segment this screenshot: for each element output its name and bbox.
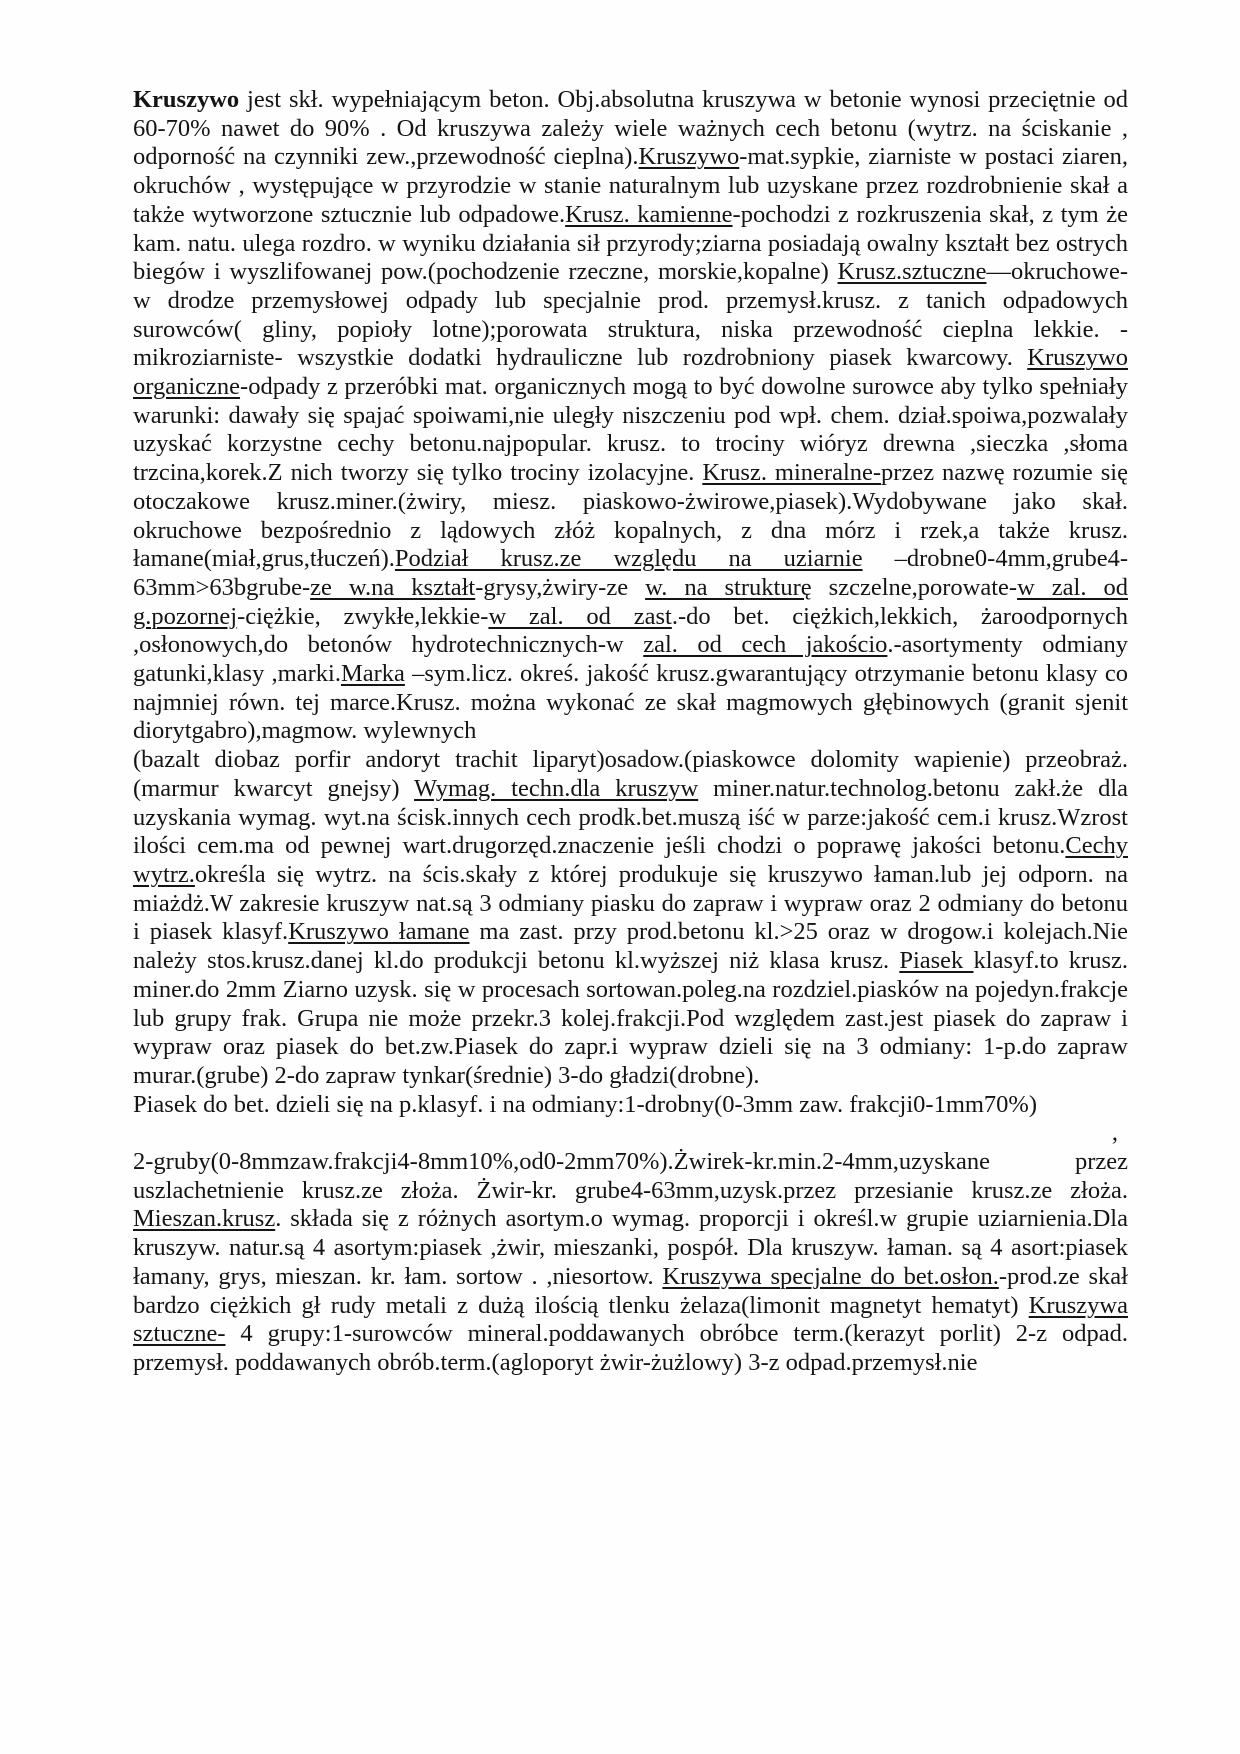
text-run: przez nazwę rozumie się otoczakowe krusz.miner.(żwiry, miesz. piaskowo-żwirowe,piasek).Wydobywane jako skał. okruchowe bezpośrednio z lądowych złóż kopalnych, z dna mórz i rzek,a także krusz. łamane(miał,grus,tłuczeń). (133, 459, 1128, 573)
text-run: (bazalt diobaz porfir andoryt trachit liparyt)osadow.(piaskowce dolomity wapienie) przeobraż. (marmur kwarcyt gnejsy) (133, 746, 1128, 802)
text-run: Piasek do bet. dzieli się na p.klasyf. i na odmiany:1-drobny(0-3mm zaw. frakcji0-1mm70%) (133, 1090, 1037, 1118)
underlined-text-run: zal. od cech jakościo (643, 631, 888, 659)
underlined-text-run: ze w.na kształt (310, 573, 476, 601)
text-run: klasyf.to krusz. miner.do 2mm Ziarno uzysk. się w procesach sortowan.poleg.na rozdziel.piasków na pojedyn.frakcje lub grupy frak. Grupa nie może przekr.3 kolej.frakcji.Pod względem zast.jest piasek do zapraw i wypraw oraz piasek do bet.zw.Piasek do zapr.i wypraw dzieli się na 3 odmiany: 1-p.do zapraw murar.(grube) 2-do zapraw tynkar(średnie) 3-do gładzi(drobne). (133, 947, 1128, 1089)
underlined-text-run: Wymag. techn.dla kruszyw (414, 774, 699, 802)
underlined-text-run: Kruszywo organiczne (133, 344, 1128, 401)
text-run: -prod.ze skał bardzo ciężkich gł rudy metali z dużą ilością tlenku żelaza(limonit magnetyt hematyt) (133, 1262, 1128, 1319)
underlined-text-run: w zal. od zast (488, 602, 672, 630)
underlined-text-run: Kruszywa specjalne do bet.osłon. (662, 1262, 999, 1290)
text-run: .-asortymenty odmiany gatunki,klasy ,marki. (133, 631, 1129, 688)
text-run: -odpady z przeróbki mat. organicznych mogą to być dowolne surowce aby tylko spełniały warunki: dawały się spajać spoiwami,nie uległy niszczeniu pod wpł. chem. dział.spoiwa,pozwalały uzyskać korzystne cechy betonu.najpopular. krusz. to trociny wióryz drewna ,sieczka ,słoma trzcina,korek.Z nich tworzy się tylko trociny izolacyjne. (133, 373, 1128, 487)
underlined-text-run: Cechy wytrz. (133, 832, 1128, 888)
paragraph-piasek-do-betonu (133, 1091, 1128, 1120)
text-run: -pochodzi z rozkruszenia skał, z tym że kam. natu. ulega rozdro. w wyniku działania sił przyrody;ziarna posiadają owalny kształt bez ostrych biegów i wyszlifowanej pow.(pochodzenie rzeczne, morskie,kopalne) (133, 200, 1128, 286)
text-run: .-do bet. ciężkich,lekkich, żaroodpornych ,osłonowych,do betonów hydrotechnicznych-w (133, 602, 1128, 659)
underlined-text-run: Kruszywa sztuczne- (133, 1291, 1128, 1348)
underlined-text-run: Piasek (899, 947, 974, 975)
text-run: szczelne,porowate- (811, 573, 1018, 601)
underlined-text-run: Podział krusz.ze względu na uziarnie (394, 545, 863, 573)
text-run: -ciężkie, zwykłe,lekkie- (237, 602, 489, 630)
text-run: . składa się z różnych asortym.o wymag. proporcji i określ.w grupie uziarnienia.Dla kruszyw. natur.są 4 asortym:piasek ,żwir, mieszanki, pospół. Dla kruszyw. łaman. są 4 asort:piasek łamany, grys, mieszan. kr. łam. sortow . ,niesortow. (133, 1205, 1128, 1290)
text-run: -grysy,żwiry-ze (475, 573, 646, 601)
hanging-comma-line: , (1111, 1119, 1118, 1147)
text-run: -mat.sypkie, ziarniste w postaci ziaren, okruchów , występujące w przyrodzie w stanie naturalnym lub uzyskane przez rozdrobnienie skał a także wytworzone sztucznie lub odpadowe. (133, 143, 1128, 228)
text-run: ma zast. przy prod.betonu kl.>25 oraz w drogow.i kolejach.Nie należy stos.krusz.danej kl.do produkcji betonu kl.wyższej niż klasa krusz. (133, 918, 1128, 975)
underlined-text-run: w. na strukturę (645, 573, 812, 601)
text-run: –drobne0-4mm,grube4-63mm>63bgrube- (133, 545, 1129, 601)
text-run: 2-gruby(0-8mmzaw.frakcji4-8mm10%,od0-2mm70%).Żwirek-kr.min.2-4mm,uzyskane przez uszlachetnienie krusz.ze złoża. Żwir-kr. grube4-63mm,uzysk.przez przesianie krusz.ze złoża. (133, 1148, 1128, 1204)
underlined-text-run: Marka (340, 660, 405, 688)
paragraph-kruszywo-intro (133, 86, 1128, 746)
text-run: jest skł. wypełniającym beton. Obj.absolutna kruszywa w betonie wynosi przeciętnie od 60-70% nawet do 90% . Od kruszywa zależy wiele ważnych cech betonu (wytrz. na ściskanie , odporność na czynniki zew.,przewodność cieplna). (133, 86, 1128, 171)
underlined-text-run: Kruszywo łamane (288, 918, 470, 946)
text-run: miner.natur.technolog.betonu zakł.że dla uzyskania wymag. wyt.na ścisk.innych cech prodk.bet.muszą iść w parze:jakość cem.i krusz.Wzrost ilości cem.ma od pewnej wart.drugorzęd.znaczenie jeśli chodzi o poprawę jakości betonu. (133, 774, 1128, 860)
underlined-text-run: Krusz. kamienne (565, 200, 733, 228)
text-run: —okruchowe- w drodze przemysłowej odpady lub specjalnie prod. przemysł.krusz. z tanich odpadowych surowców( gliny, popioły lotne);porowata struktura, niska przewodność cieplna lekkie. -mikroziarniste- wszystkie dodatki hydrauliczne lub rozdrobniony piasek kwarcowy. (133, 258, 1128, 372)
text-run: –sym.licz. okreś. jakość krusz.gwarantujący otrzymanie betonu klasy co najmniej równ. tej marce.Krusz. można wykonać ze skał magmowych głębinowych (granit sjenit diorytgabro),magmow. wylewnych (133, 660, 1128, 745)
underlined-text-run: Krusz.sztuczne (837, 258, 987, 286)
bold-text-run: Kruszywo (133, 86, 240, 113)
underlined-text-run: Mieszan.krusz (133, 1205, 276, 1233)
underlined-text-run: Krusz. mineralne- (702, 459, 882, 487)
document-text-block (133, 86, 1128, 1378)
paragraph-wymagania-techniczne (133, 746, 1128, 1090)
underlined-text-run: w zal. od (1017, 573, 1128, 601)
underlined-text-run: Kruszywo (638, 143, 740, 171)
text-run: określa się wytrz. na ścis.skały z której produkuje się kruszywo łaman.lub jej odporn. na miażdż.W zakresie kruszyw nat.są 3 odmiany piasku do zapraw i wypraw oraz 2 odmiany do betonu i piasek klasyf. (133, 860, 1128, 946)
text-run: 4 grupy:1-surowców mineral.poddawanych obróbce term.(kerazyt porlit) 2-z odpad. przemysł. poddawanych obrób.term.(agloporyt żwir-żużlowy) 3-z odpad.przemysł.nie (133, 1320, 1128, 1376)
paragraph-zwirek-mieszanki (133, 1148, 1128, 1378)
underlined-text-run: g.pozornej (133, 602, 238, 630)
